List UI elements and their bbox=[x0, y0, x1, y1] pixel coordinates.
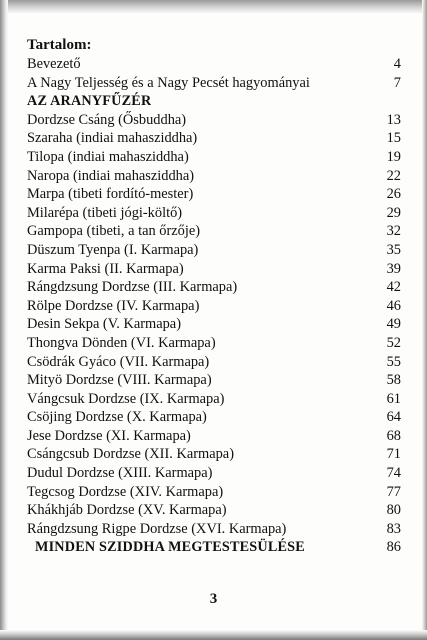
toc-entry-page: 52 bbox=[386, 334, 401, 351]
scan-edge-bottom bbox=[0, 630, 427, 640]
toc-section-heading bbox=[27, 92, 401, 111]
toc-entry bbox=[27, 334, 401, 353]
toc-entry-page: 42 bbox=[386, 279, 401, 296]
toc-entry-page: 32 bbox=[386, 223, 401, 240]
toc-entry-title: Marpa (tibeti fordító-mester) bbox=[27, 186, 194, 203]
toc-entry-title: Desin Sekpa (V. Karmapa) bbox=[27, 316, 181, 333]
toc-entry-title: Szaraha (indiai mahasziddha) bbox=[27, 130, 198, 147]
scan-edge-top bbox=[0, 0, 427, 14]
toc-entry bbox=[27, 390, 401, 409]
toc-entry bbox=[27, 111, 401, 130]
toc-entry-page: 29 bbox=[386, 204, 401, 221]
toc-entry-title: Karma Paksi (II. Karmapa) bbox=[27, 260, 184, 277]
toc-entry-title: Khákhjáb Dordzse (XV. Karmapa) bbox=[27, 502, 227, 519]
toc-entry bbox=[27, 371, 401, 390]
toc-entry-page: 64 bbox=[386, 409, 401, 426]
toc-entry-title: Milarépa (tibeti jógi-költő) bbox=[27, 204, 183, 221]
toc-entry-title: Tilopa (indiai mahasziddha) bbox=[27, 148, 189, 165]
table-of-contents bbox=[27, 36, 401, 557]
toc-entry bbox=[27, 353, 401, 372]
toc-entry bbox=[27, 204, 401, 223]
toc-entry-page: 74 bbox=[386, 465, 401, 482]
toc-entry-page: 68 bbox=[386, 427, 401, 444]
toc-entry-title: AZ ARANYFŰZÉR bbox=[27, 93, 152, 110]
toc-entry bbox=[27, 167, 401, 186]
toc-entry bbox=[27, 74, 401, 93]
toc-entry bbox=[27, 520, 401, 539]
toc-entry-title: Düszum Tyenpa (I. Karmapa) bbox=[27, 241, 199, 258]
toc-entry bbox=[27, 222, 401, 241]
toc-entry-page: 49 bbox=[386, 316, 401, 333]
toc-entry-page: 58 bbox=[386, 372, 401, 389]
toc-entry-page: 55 bbox=[386, 353, 401, 370]
toc-entry-title: MINDEN SZIDDHA MEGTESTESÜLÉSE bbox=[35, 539, 305, 556]
toc-entry bbox=[27, 185, 401, 204]
toc-entry-page: 86 bbox=[386, 539, 401, 556]
toc-entry bbox=[27, 129, 401, 148]
toc-entry bbox=[27, 297, 401, 316]
toc-entry-title: Dordzse Csáng (Ősbuddha) bbox=[27, 111, 187, 128]
toc-entry bbox=[27, 148, 401, 167]
toc-entry bbox=[27, 260, 401, 279]
toc-entry-title: Thongva Dönden (VI. Karmapa) bbox=[27, 334, 216, 351]
toc-entry-title: Rángdzsung Dordzse (III. Karmapa) bbox=[27, 279, 238, 296]
toc-entry-page: 19 bbox=[386, 148, 401, 165]
toc-entry bbox=[27, 538, 401, 557]
toc-entry-title: Vángcsuk Dordzse (IX. Karmapa) bbox=[27, 390, 225, 407]
toc-entry-page: 7 bbox=[393, 74, 401, 91]
toc-entry-page: 26 bbox=[386, 186, 401, 203]
toc-entry-page: 4 bbox=[393, 56, 401, 72]
scan-edge-right bbox=[422, 0, 427, 640]
toc-entry-title: Naropa (indiai mahasziddha) bbox=[27, 167, 195, 184]
toc-entry bbox=[27, 408, 401, 427]
toc-entry-page: 71 bbox=[386, 446, 401, 463]
toc-entry-page: 61 bbox=[386, 390, 401, 407]
toc-entry-list bbox=[27, 55, 401, 557]
toc-entry-page: 13 bbox=[386, 111, 401, 128]
toc-entry-page: 39 bbox=[386, 260, 401, 277]
toc-entry bbox=[27, 501, 401, 520]
toc-entry bbox=[27, 241, 401, 260]
toc-entry-title: Gampopa (tibeti, a tan őrzője) bbox=[27, 223, 201, 240]
toc-entry bbox=[27, 278, 401, 297]
toc-entry-page: 83 bbox=[386, 520, 401, 537]
toc-entry-page: 77 bbox=[386, 483, 401, 500]
toc-entry-title: Rölpe Dordzse (IV. Karmapa) bbox=[27, 297, 200, 314]
toc-entry-title: Tegcsog Dordzse (XIV. Karmapa) bbox=[27, 483, 224, 500]
toc-entry bbox=[27, 464, 401, 483]
toc-entry-page: 15 bbox=[386, 130, 401, 147]
toc-entry-title: Csödrák Gyáco (VII. Karmapa) bbox=[27, 353, 210, 370]
toc-entry-title: Csángcsub Dordzse (XII. Karmapa) bbox=[27, 446, 234, 463]
toc-title: Tartalom: bbox=[27, 37, 92, 53]
toc-entry bbox=[27, 483, 401, 502]
toc-entry-title: Jese Dordzse (XI. Karmapa) bbox=[27, 427, 191, 444]
toc-entry-title: A Nagy Teljesség és a Nagy Pecsét hagyományai bbox=[27, 74, 310, 91]
toc-entry bbox=[27, 315, 401, 334]
toc-entry-title: Bevezető bbox=[27, 56, 81, 72]
toc-entry bbox=[27, 55, 401, 74]
toc-entry bbox=[27, 427, 401, 446]
scan-edge-left bbox=[0, 0, 8, 640]
toc-entry-page: 46 bbox=[386, 297, 401, 314]
toc-entry-page: 35 bbox=[386, 241, 401, 258]
page-number: 3 bbox=[209, 591, 218, 607]
toc-entry-page: 80 bbox=[386, 502, 401, 519]
toc-entry-title: Mityö Dordzse (VIII. Karmapa) bbox=[27, 372, 212, 389]
toc-entry-title: Dudul Dordzse (XIII. Karmapa) bbox=[27, 465, 213, 482]
toc-entry-page: 22 bbox=[386, 167, 401, 184]
toc-entry-title: Csöjing Dordzse (X. Karmapa) bbox=[27, 409, 207, 426]
toc-entry-title: Rángdzsung Rigpe Dordzse (XVI. Karmapa) bbox=[27, 520, 287, 537]
toc-entry bbox=[27, 445, 401, 464]
